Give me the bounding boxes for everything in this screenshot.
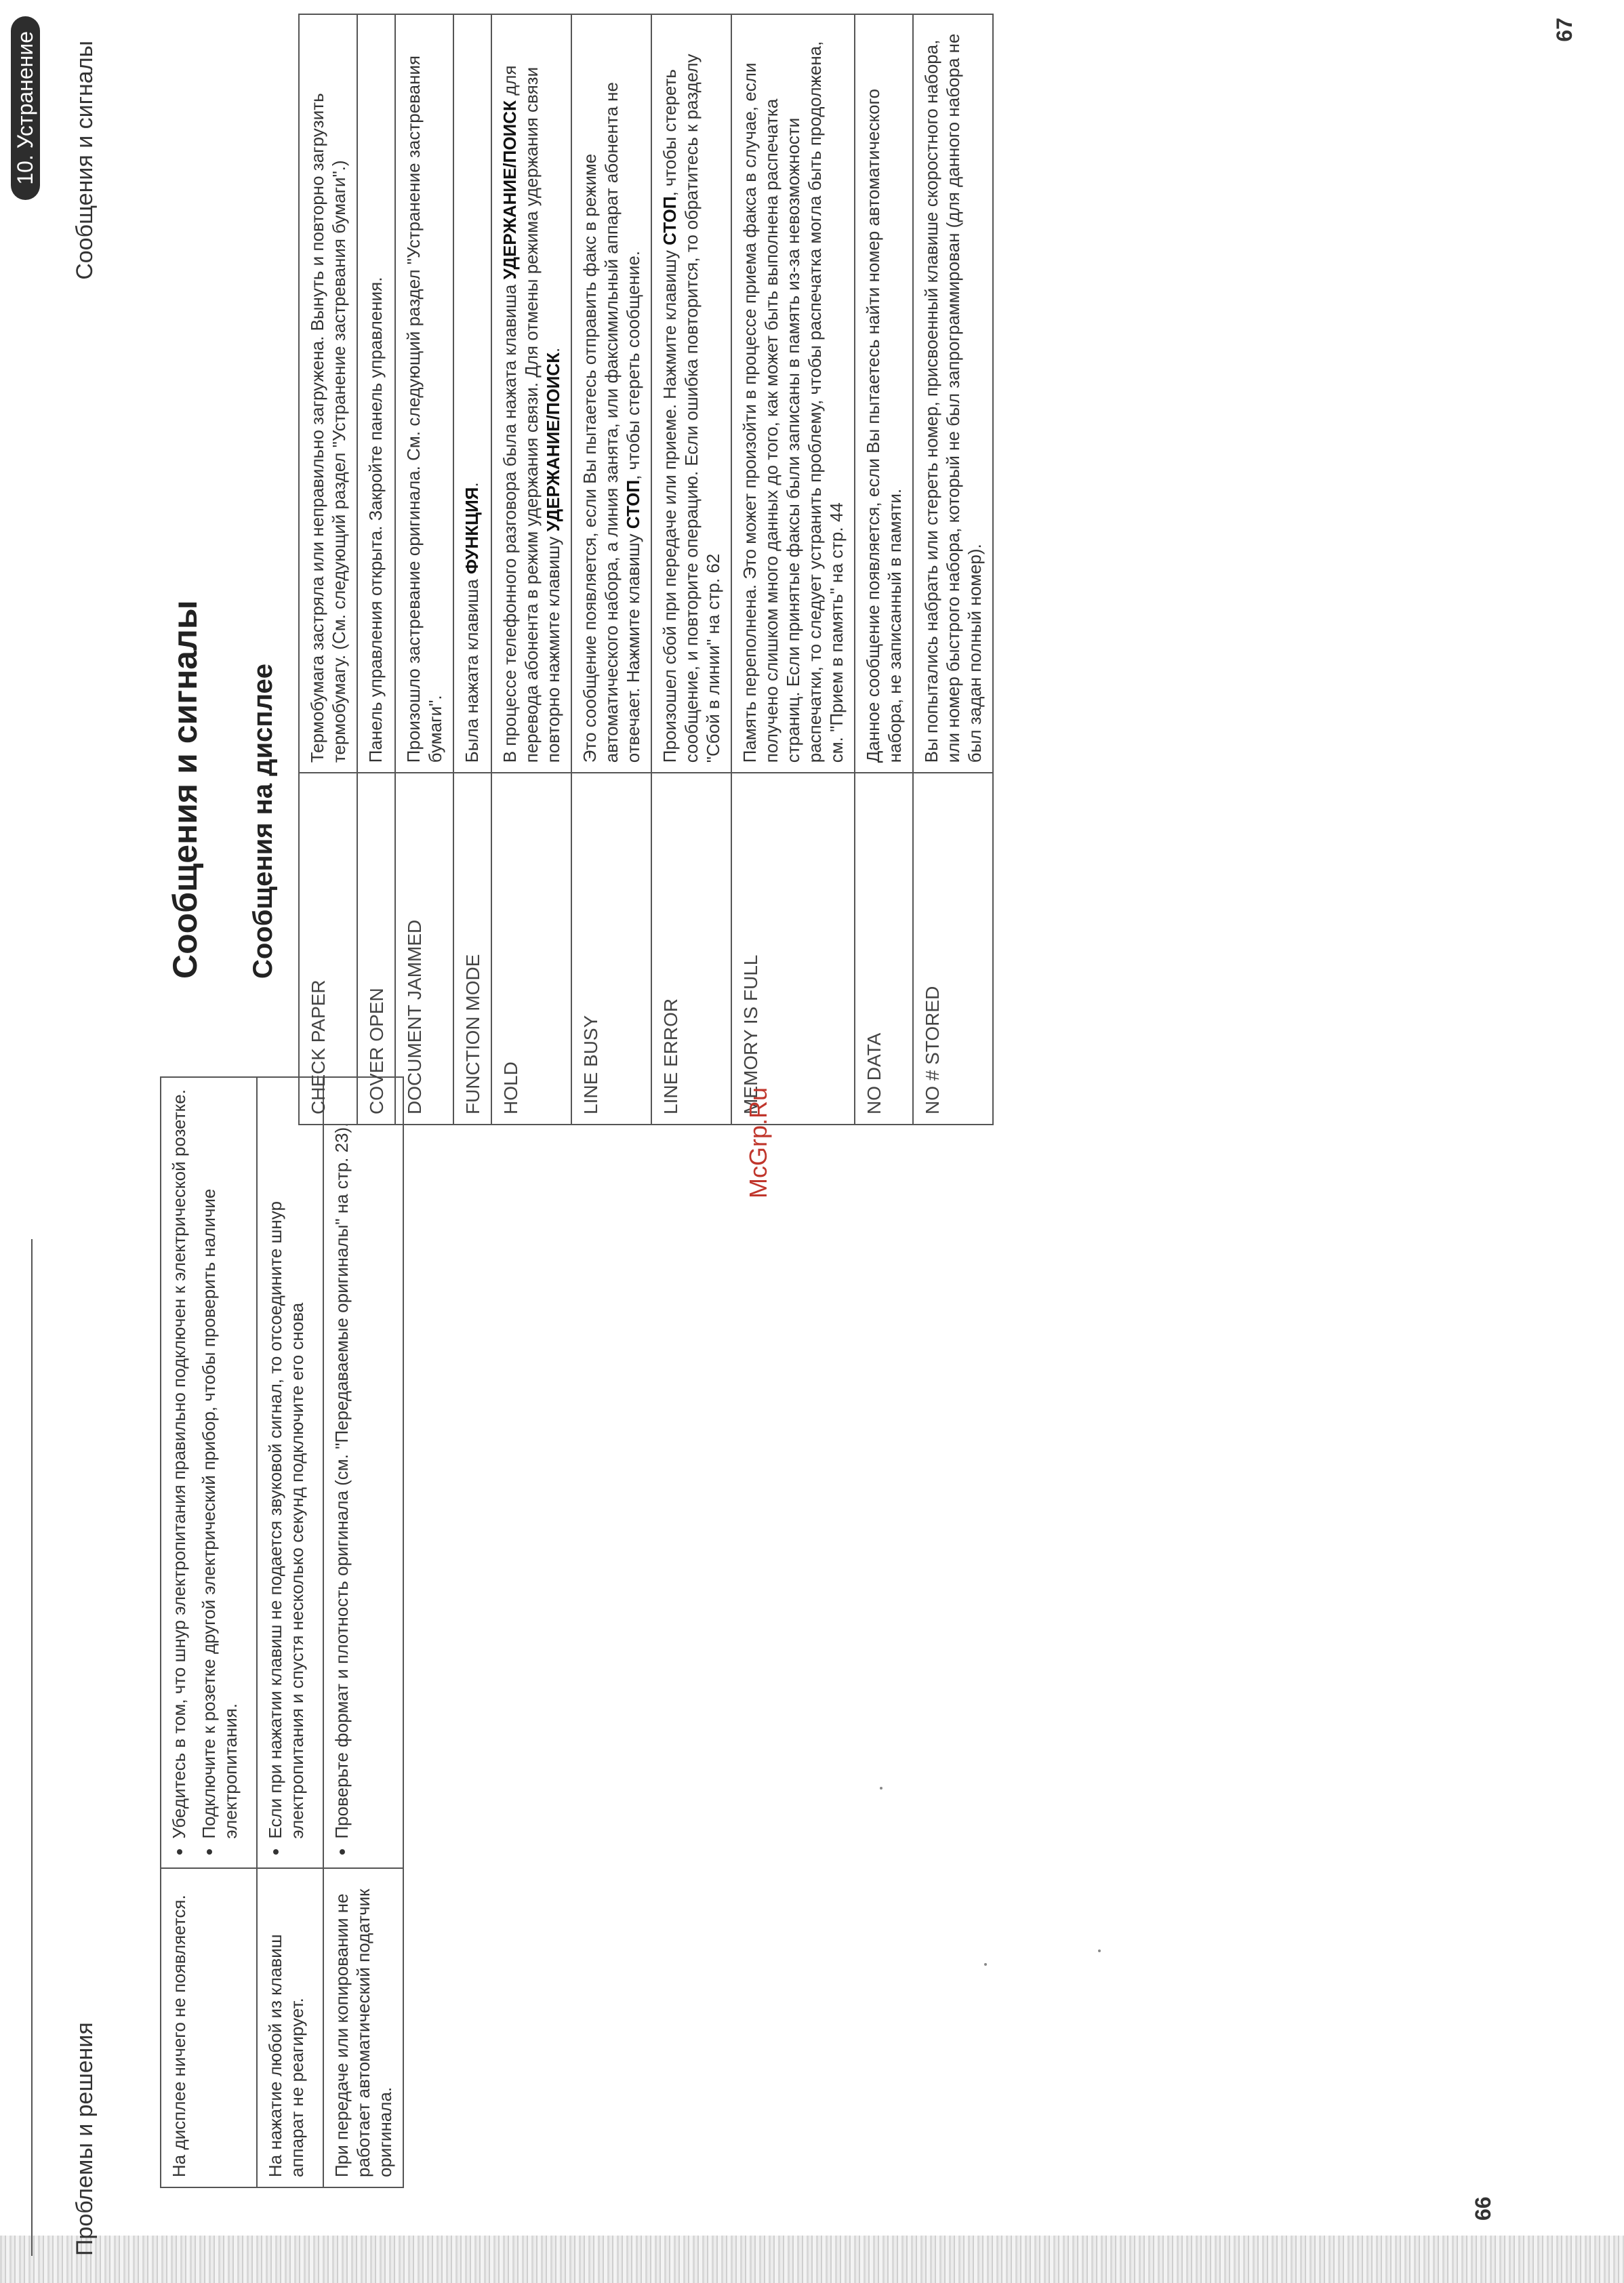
table-row bbox=[357, 14, 395, 1125]
message-description bbox=[651, 14, 731, 773]
message-description bbox=[395, 14, 453, 773]
description-text: Память переполнена. Это может произойти в процессе приема факса в случае, если получено слишком много данных до того, как может быть выполнена распечатка страниц. Если принятые факсы были записаны в память из-за невозможности распечатки, то следует устранить проблему, чтобы распечатка могла быть продолжена, см. "Прием в память" на стр. 44 bbox=[739, 41, 847, 763]
description-text: В процессе телефонного разговора была нажата клавиша bbox=[500, 279, 520, 763]
page-number: 67 bbox=[1552, 18, 1577, 42]
display-message-code: MEMORY IS FULL bbox=[731, 773, 855, 1125]
page-number: 66 bbox=[1471, 2196, 1495, 2221]
remedy-item: • Подключите к розетке другой электрический прибор, чтобы проверить наличие электропитания. bbox=[198, 1087, 241, 1839]
description-text: . bbox=[462, 482, 482, 487]
problem-cell: На нажатие любой из клавиш аппарат не реагирует. bbox=[257, 1868, 323, 2187]
message-description bbox=[855, 14, 913, 773]
remedy-item: • Если при нажатии клавиш не подается звуковой сигнал, то отсоедините шнур электропитания и спустя несколько секунд подключите его снова bbox=[264, 1087, 308, 1839]
key-name: УДЕРЖАНИЕ/ПОИСК bbox=[500, 100, 520, 280]
message-description bbox=[357, 14, 395, 773]
display-message-code: NO DATA bbox=[855, 773, 913, 1125]
table-row bbox=[913, 14, 993, 1125]
scan-speck bbox=[984, 1963, 987, 1966]
remedy-item: • Проверьте формат и плотность оригинала (см. "Передаваемые оригиналы" на стр. 23). bbox=[331, 1087, 352, 1839]
key-name: ФУНКЦИЯ bbox=[462, 487, 482, 575]
left-page bbox=[0, 1089, 1624, 2283]
description-text: Произошло застревание оригинала. См. следующий раздел "Устранение застревания бумаги". bbox=[403, 55, 445, 763]
problem-cell: При передаче или копировании не работает автоматический податчик оригинала. bbox=[323, 1868, 403, 2187]
display-message-code: FUNCTION MODE bbox=[453, 773, 491, 1125]
scan-speck bbox=[1098, 1949, 1101, 1952]
message-description bbox=[571, 14, 651, 773]
description-text: Вы попытались набрать или стереть номер, присвоенный клавише скоростного набора, или номер быстрого набора, который не был запрограммирован (для данного набора не был задан полный номер). bbox=[921, 33, 985, 763]
table-row bbox=[855, 14, 913, 1125]
table-row bbox=[453, 14, 491, 1125]
display-message-code: DOCUMENT JAMMED bbox=[395, 773, 453, 1125]
remedy-cell bbox=[161, 1077, 257, 1868]
message-description bbox=[491, 14, 571, 773]
remedy-item: • Убедитесь в том, что шнур электропитания правильно подключен к электрической розетке. bbox=[168, 1087, 190, 1839]
table-row bbox=[651, 14, 731, 1125]
display-message-code: NO # STORED bbox=[913, 773, 993, 1125]
description-text: Панель управления открыта. Закройте панель управления. bbox=[365, 277, 386, 763]
watermark: McGrp.Ru bbox=[744, 1087, 772, 1198]
troubleshooting-table-body bbox=[161, 1077, 403, 2187]
table-row bbox=[731, 14, 855, 1125]
description-text: Произошел сбой при передаче или приеме. Нажмите клавишу bbox=[659, 245, 680, 763]
running-head: Проблемы и решения bbox=[72, 2022, 98, 2256]
description-text: для перевода абонента в режим удержания связи. Для отмены режима удержания связи повторно нажмите клавишу bbox=[500, 65, 563, 763]
remedy-list bbox=[331, 1087, 352, 1858]
description-text: , чтобы стереть сообщение, и повторите операцию. Если ошибка повторится, то обратитесь к разделу "Сбой в линии" на стр. 62 bbox=[659, 54, 723, 763]
display-messages-table bbox=[298, 14, 994, 1125]
description-text: Была нажата клавиша bbox=[462, 574, 482, 763]
page-top-rule bbox=[31, 1239, 33, 2256]
problem-cell: На дисплее ничего не появляется. bbox=[161, 1868, 257, 2187]
section-subtitle: Сообщения на дисплее bbox=[248, 664, 278, 979]
table-row bbox=[257, 1077, 323, 2187]
message-description bbox=[731, 14, 855, 773]
page-title: Сообщения и сигналы bbox=[166, 600, 204, 979]
table-row bbox=[491, 14, 571, 1125]
display-message-code: COVER OPEN bbox=[357, 773, 395, 1125]
message-description bbox=[453, 14, 491, 773]
display-message-code: CHECK PAPER bbox=[299, 773, 357, 1125]
table-row bbox=[395, 14, 453, 1125]
scan-speck bbox=[880, 1787, 882, 1790]
remedy-cell bbox=[257, 1077, 323, 1868]
description-text: Данное сообщение появляется, если Вы пытаетесь найти номер автоматического набора, не записанный в памяти. bbox=[863, 89, 905, 763]
table-row bbox=[323, 1077, 403, 2187]
table-row bbox=[299, 14, 357, 1125]
display-message-code: LINE ERROR bbox=[651, 773, 731, 1125]
message-description bbox=[299, 14, 357, 773]
key-name: СТОП bbox=[623, 479, 643, 529]
description-text: Термобумага застряла или неправильно загружена. Вынуть и повторно загрузить термобумагу. (См. следующий раздел "Устранение застревания бумаги".) bbox=[307, 93, 349, 763]
table-row bbox=[571, 14, 651, 1125]
running-head: Сообщения и сигналы bbox=[72, 41, 98, 280]
display-messages-table-body bbox=[299, 14, 993, 1125]
display-message-code: LINE BUSY bbox=[571, 773, 651, 1125]
description-text: . bbox=[543, 347, 563, 352]
remedy-cell bbox=[323, 1077, 403, 1868]
section-tab: 10. Устранение bbox=[11, 16, 40, 200]
key-name: СТОП bbox=[659, 196, 680, 245]
key-name: УДЕРЖАНИЕ/ПОИСК bbox=[543, 352, 563, 532]
display-message-code: HOLD bbox=[491, 773, 571, 1125]
troubleshooting-table bbox=[160, 1076, 404, 2188]
remedy-list bbox=[168, 1087, 241, 1858]
description-text: , чтобы стереть сообщение. bbox=[623, 250, 643, 480]
message-description bbox=[913, 14, 993, 773]
remedy-list bbox=[264, 1087, 308, 1858]
table-row bbox=[161, 1077, 257, 2187]
description-text: Это сообщение появляется, если Вы пытаетесь отправить факс в режиме автоматического набора, а линия занята, или факсимильный аппарат абонента не отвечает. Нажмите клавишу bbox=[580, 82, 643, 763]
